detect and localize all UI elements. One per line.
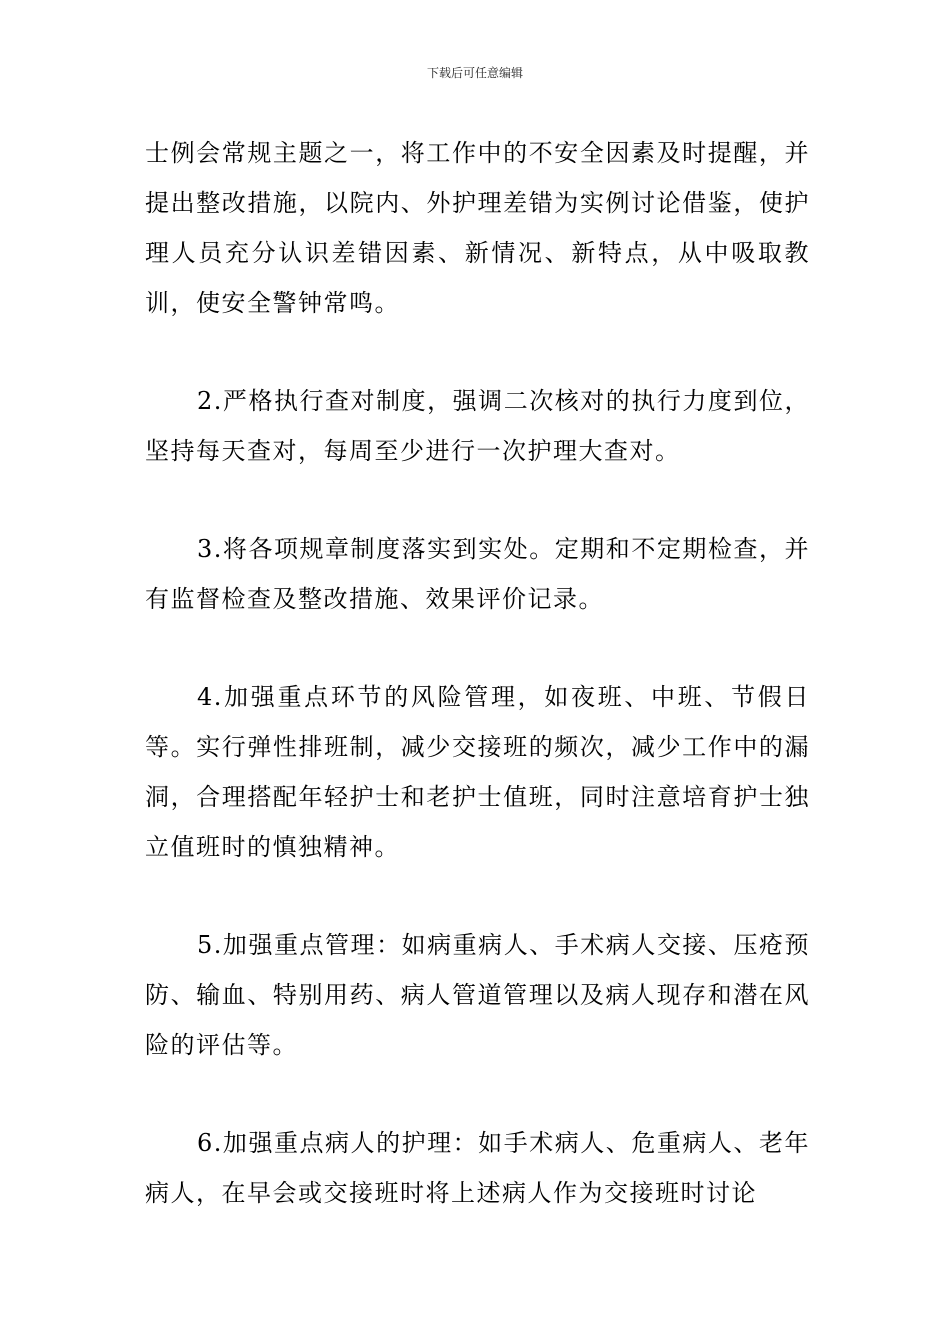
page-header: 下载后可任意编辑 <box>426 66 523 80</box>
paragraph-item-5: 5.加强重点管理：如病重病人、手术病人交接、压疮预防、输血、特别用药、病人管道管理以及病人现存和潜在风险的评估等。 <box>145 931 810 1059</box>
paragraph-item-6: 6.加强重点病人的护理：如手术病人、危重病人、老年病人，在早会或交接班时将上述病人作为交接班时讨论 <box>145 1129 810 1207</box>
paragraph-gap <box>145 1070 810 1118</box>
document-body <box>145 128 810 1218</box>
paragraph-gap <box>145 624 810 672</box>
paragraph-gap <box>145 328 810 376</box>
paragraph-continuation: 士例会常规主题之一，将工作中的不安全因素及时提醒，并提出整改措施，以院内、外护理差错为实例讨论借鉴，使护理人员充分认识差错因素、新情况、新特点，从中吸取教训，使安全警钟常鸣。 <box>145 139 810 317</box>
paragraph-item-2: 2.严格执行查对制度，强调二次核对的执行力度到位，坚持每天查对，每周至少进行一次护理大查对。 <box>145 387 810 465</box>
paragraph-gap <box>145 476 810 524</box>
paragraph-gap <box>145 872 810 920</box>
paragraph-item-3: 3.将各项规章制度落实到实处。定期和不定期检查，并有监督检查及整改措施、效果评价记录。 <box>145 535 810 613</box>
paragraph-item-4: 4.加强重点环节的风险管理，如夜班、中班、节假日等。实行弹性排班制，减少交接班的频次，减少工作中的漏洞，合理搭配年轻护士和老护士值班，同时注意培育护士独立值班时的慎独精神。 <box>145 683 810 861</box>
